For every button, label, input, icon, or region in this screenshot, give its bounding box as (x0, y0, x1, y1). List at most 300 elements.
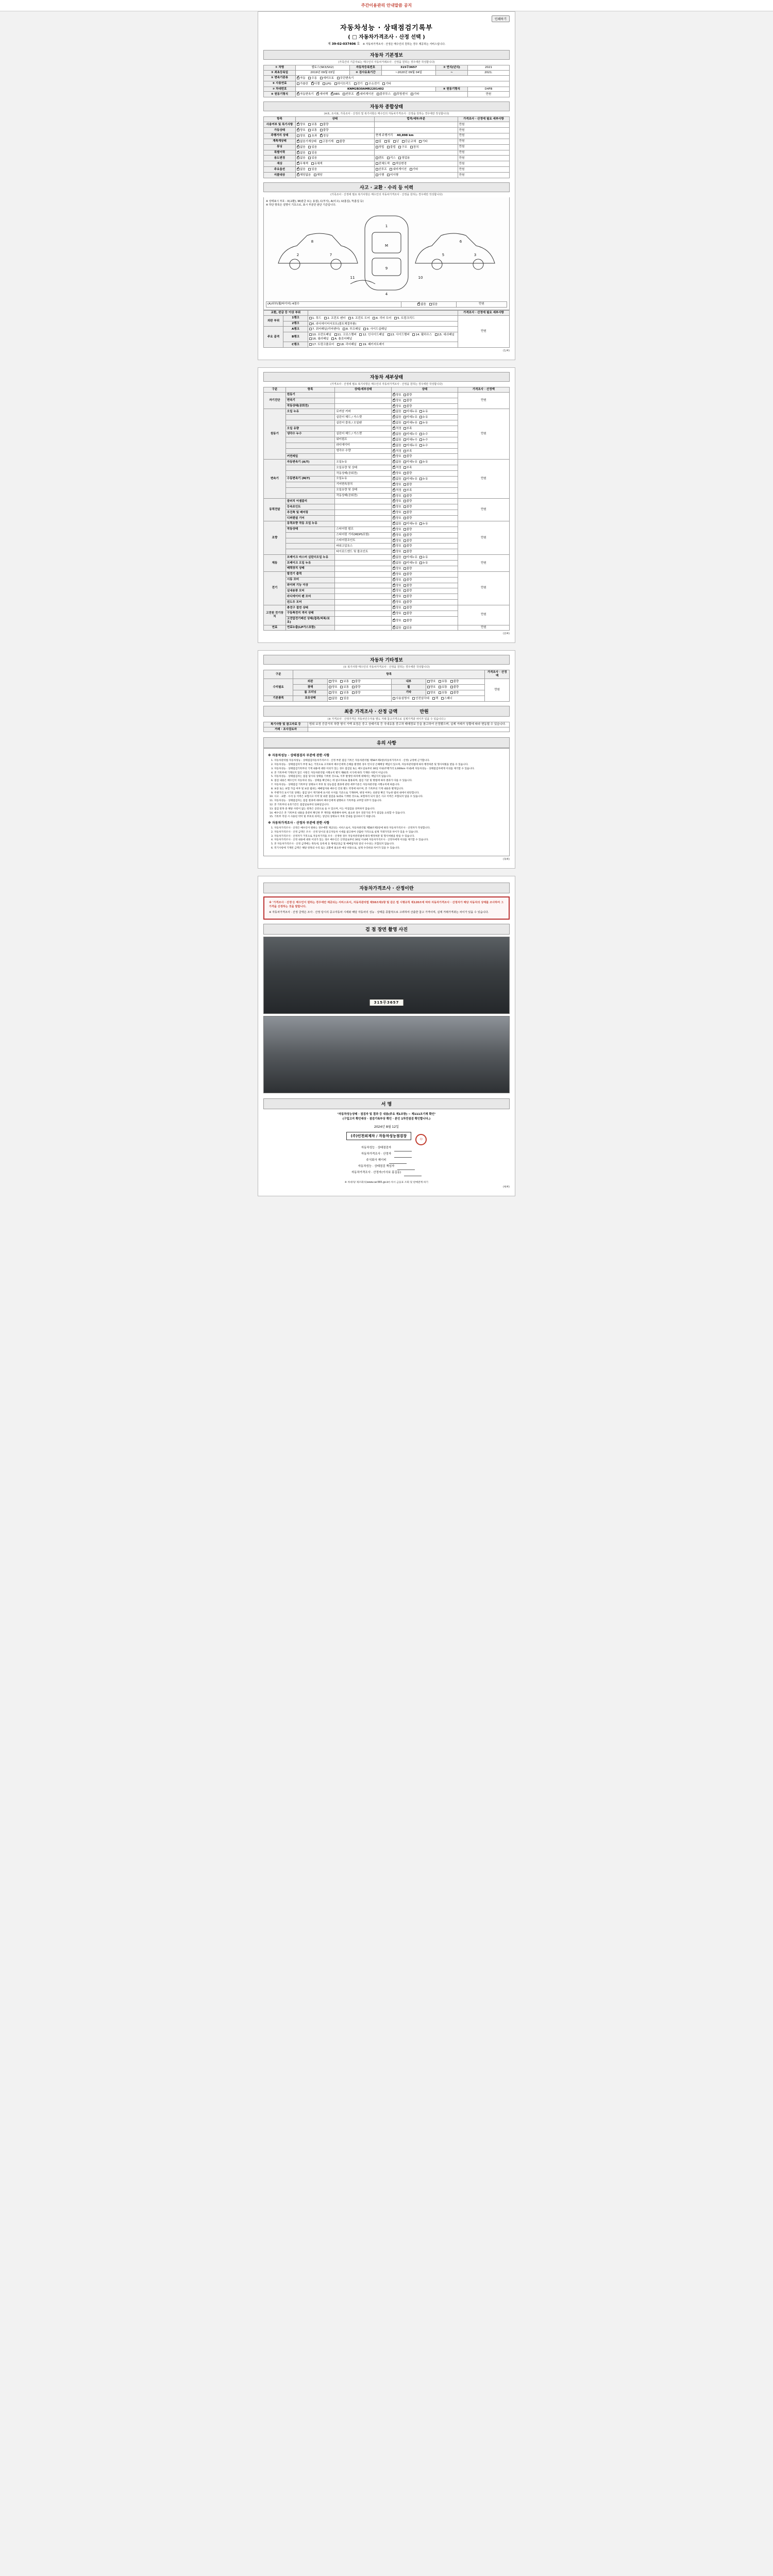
detail-item-options[interactable] (392, 521, 458, 527)
detail-item-options[interactable] (392, 504, 458, 510)
detail-item-options[interactable] (392, 398, 458, 403)
checkbox-icon[interactable] (308, 168, 311, 171)
detail-opt-누유[interactable]: 누유 (419, 522, 428, 526)
checkbox-icon[interactable] (404, 584, 406, 587)
detail-opt-불량[interactable]: 불량 (404, 533, 412, 537)
row-opts-color[interactable] (296, 161, 375, 167)
opt-good[interactable]: 양호 (329, 691, 338, 695)
detail-opt-없음[interactable]: ✔ 없음 (393, 626, 401, 630)
checkbox-icon[interactable] (376, 146, 378, 148)
opt-none[interactable]: ✔ 없음 (297, 151, 306, 155)
checkbox-icon[interactable] (308, 123, 311, 126)
detail-item-options[interactable] (392, 571, 458, 577)
checkbox-icon[interactable] (393, 405, 395, 408)
checkbox-icon[interactable] (393, 427, 395, 430)
detail-opt-불량[interactable]: 불량 (404, 511, 412, 515)
opt-na[interactable]: ✔ 해당없음 (297, 173, 311, 177)
opt-applicable[interactable]: 해당 (314, 173, 323, 177)
checkbox-icon[interactable] (334, 333, 337, 336)
opt-yes[interactable]: 있음 (308, 167, 317, 172)
rank-A-items[interactable] (308, 327, 458, 332)
kit-jack[interactable]: 잭 (432, 697, 438, 701)
detail-opt-불량[interactable]: 불량 (404, 528, 412, 532)
detail-item-options[interactable] (392, 555, 458, 561)
detail-opt-불량[interactable]: 불량 (404, 600, 412, 604)
color-change[interactable]: 색상변경 (393, 162, 407, 166)
checkbox-icon[interactable] (404, 405, 406, 408)
checkbox-icon[interactable] (393, 556, 395, 558)
row-opts-operation[interactable] (296, 128, 375, 133)
checkbox-icon[interactable] (393, 421, 395, 424)
frame-item-13[interactable]: 19. 패키지트레이 (359, 343, 384, 347)
checkbox-icon[interactable] (390, 168, 392, 171)
etc-opts2-1[interactable] (426, 685, 484, 690)
checkbox-icon[interactable] (404, 528, 406, 531)
detail-item-options[interactable] (392, 588, 458, 594)
checkbox-icon[interactable] (404, 466, 406, 469)
opt-over[interactable]: 초과 (308, 134, 317, 138)
checkbox-icon[interactable] (393, 697, 395, 700)
ext-item-1[interactable]: 2. 프런트 펜더 (324, 316, 345, 320)
checkbox-icon[interactable] (297, 151, 299, 154)
checkbox-icon[interactable] (404, 612, 406, 615)
detail-opt-양호[interactable]: ✔ 양호 (393, 533, 401, 537)
checkbox-icon[interactable] (320, 134, 323, 137)
checkbox-icon[interactable] (311, 162, 314, 165)
detail-opt-양호[interactable]: ✔ 양호 (393, 600, 401, 604)
detail-item-options[interactable] (392, 583, 458, 588)
detail-opt-누수[interactable]: 누수 (419, 432, 428, 436)
odo-extra-0[interactable]: 일 (376, 140, 381, 144)
checkbox-icon[interactable] (419, 461, 422, 463)
checkbox-icon[interactable] (387, 157, 390, 159)
detail-item-options[interactable] (392, 499, 458, 504)
transmission-opt-auto[interactable]: ✔ 자동 (297, 76, 306, 80)
detail-opt-양호[interactable]: ✔ 양호 (393, 550, 401, 554)
checkbox-icon[interactable] (404, 601, 406, 603)
checkbox-icon[interactable] (331, 93, 333, 95)
checkbox-icon[interactable] (393, 495, 395, 497)
checkbox-icon[interactable] (429, 303, 432, 306)
checkbox-icon[interactable] (343, 93, 345, 95)
fuel-opt-diesel[interactable]: ✔ 디젤 (311, 82, 320, 86)
detail-opt-없음[interactable]: ✔ 없음 (393, 415, 401, 419)
opt-yes[interactable]: 있음 (308, 156, 317, 160)
checkbox-icon[interactable] (384, 140, 387, 143)
opt-normal[interactable]: 보통 (340, 680, 349, 684)
checkbox-icon[interactable] (309, 323, 312, 325)
detail-opt-양호[interactable]: ✔ 양호 (393, 404, 401, 409)
checkbox-icon[interactable] (393, 455, 395, 457)
fuel-opt-hybrid[interactable]: 하이브리드 (334, 82, 351, 86)
opt-none[interactable]: ✔ 없음 (297, 167, 306, 172)
detail-opt-미세누유[interactable]: 미세누유 (404, 477, 417, 481)
checkbox-icon[interactable] (394, 317, 397, 319)
checkbox-icon[interactable] (376, 168, 378, 171)
checkbox-icon[interactable] (309, 317, 312, 319)
detail-item-options[interactable] (392, 611, 458, 616)
detail-opt-적정[interactable]: ✔ 적정 (393, 466, 401, 470)
detail-opt-있음[interactable]: 있음 (404, 626, 412, 630)
sign-field-4[interactable] (404, 1170, 422, 1176)
opt-none[interactable]: ✔ 없음 (417, 302, 426, 307)
checkbox-icon[interactable] (404, 421, 406, 424)
checkbox-icon[interactable] (404, 505, 406, 508)
checkbox-icon[interactable] (393, 394, 395, 396)
checkbox-icon[interactable] (419, 562, 422, 564)
detail-opt-누유[interactable]: 누유 (419, 421, 428, 425)
detail-opt-불량[interactable]: 불량 (404, 483, 412, 487)
checkbox-icon[interactable] (297, 129, 299, 131)
detail-item-options[interactable] (392, 493, 458, 499)
detail-item-options[interactable] (392, 403, 458, 409)
use-biz[interactable]: 영업용 (398, 156, 410, 160)
opt-yes[interactable]: 있음 (308, 151, 317, 155)
detail-item-options[interactable] (392, 420, 458, 426)
checkbox-icon[interactable] (404, 433, 406, 435)
checkbox-icon[interactable] (393, 567, 395, 570)
detail-opt-누수[interactable]: 누수 (419, 438, 428, 442)
opt-none[interactable]: 없음 (329, 697, 338, 701)
checkbox-icon[interactable] (324, 317, 327, 319)
detail-opt-미세누수[interactable]: 미세누수 (404, 432, 417, 436)
opt-achromatic[interactable]: ✔ 무채색 (297, 162, 308, 166)
use-rent[interactable]: 렌트 (376, 156, 384, 160)
detail-item-options[interactable] (392, 577, 458, 583)
checkbox-icon[interactable] (394, 93, 396, 95)
checkbox-icon[interactable] (393, 534, 395, 536)
checkbox-icon[interactable] (297, 174, 299, 176)
color-full[interactable]: 전체도색 (376, 162, 390, 166)
detail-opt-누유[interactable]: 누유 (419, 561, 428, 565)
opt-chromatic[interactable]: 유채색 (311, 162, 323, 166)
fuel-opt-other[interactable]: 기타 (382, 82, 391, 86)
checkbox-icon[interactable] (404, 495, 406, 497)
checkbox-icon[interactable] (297, 82, 299, 85)
checkbox-icon[interactable] (439, 686, 441, 688)
detail-opt-없음[interactable]: ✔ 없음 (393, 477, 401, 481)
opt-none[interactable]: ✔ 없음 (297, 145, 306, 149)
tuning-illegal[interactable]: 불법 (387, 145, 396, 149)
checkbox-icon[interactable] (404, 562, 406, 564)
checkbox-icon[interactable] (450, 691, 453, 694)
use-lease[interactable]: 리스 (387, 156, 396, 160)
checkbox-icon[interactable] (393, 511, 395, 514)
checkbox-icon[interactable] (427, 686, 430, 688)
checkbox-icon[interactable] (309, 337, 312, 340)
kit-spanner[interactable]: 스패너 (441, 697, 452, 701)
checkbox-icon[interactable] (393, 438, 395, 441)
checkbox-icon[interactable] (314, 174, 316, 176)
detail-item-options[interactable] (392, 471, 458, 477)
option-item-5[interactable]: 블루투스 (377, 92, 391, 96)
row-detail-recall[interactable] (374, 173, 458, 178)
detail-item-options[interactable] (392, 594, 458, 600)
checkbox-icon[interactable] (297, 146, 299, 148)
row-opts-tuning[interactable] (296, 144, 375, 150)
checkbox-icon[interactable] (439, 680, 441, 683)
mainopt-sunroof[interactable]: 선루프 (376, 167, 387, 172)
checkbox-icon[interactable] (404, 550, 406, 553)
detail-opt-적정[interactable]: ✔ 적정 (393, 449, 401, 453)
checkbox-icon[interactable] (404, 455, 406, 457)
fuel-opt-hydrogen[interactable]: 수소전기 (365, 82, 379, 86)
detail-opt-불량[interactable]: 불량 (404, 399, 412, 403)
checkbox-icon[interactable] (393, 500, 395, 502)
detail-item-options[interactable] (392, 532, 458, 538)
checkbox-icon[interactable] (393, 562, 395, 564)
detail-opt-불량[interactable]: 불량 (404, 404, 412, 409)
checkbox-icon[interactable] (404, 517, 406, 519)
opt-bad[interactable]: 불량 (320, 128, 329, 132)
opt-bad[interactable]: 불량 (450, 691, 459, 695)
fuel-opt-lpg[interactable]: LPG (323, 82, 331, 86)
detail-opt-양호[interactable]: ✔ 양호 (393, 544, 401, 548)
checkbox-icon[interactable] (393, 416, 395, 418)
checkbox-icon[interactable] (412, 333, 415, 336)
transmission-options[interactable] (296, 75, 510, 81)
detail-opt-적정[interactable]: ✔ 적정 (393, 488, 401, 493)
checkbox-icon[interactable] (404, 444, 406, 447)
checkbox-icon[interactable] (340, 680, 343, 683)
detail-item-options[interactable] (392, 527, 458, 532)
frame-item-9[interactable]: 16. 필러패널 (309, 337, 329, 341)
row-detail-odometer[interactable] (374, 139, 458, 144)
checkbox-icon[interactable] (393, 433, 395, 435)
kit-manual[interactable]: 사용설명서 (393, 697, 410, 701)
checkbox-icon[interactable] (419, 556, 422, 558)
opt-normal[interactable]: 보통 (439, 685, 447, 689)
detail-opt-불량[interactable]: 불량 (404, 584, 412, 588)
checkbox-icon[interactable] (419, 416, 422, 418)
checkbox-icon[interactable] (320, 140, 322, 143)
frame-item-8[interactable]: 15. 대쉬패널 (435, 333, 455, 337)
detail-opt-양호[interactable]: ✔ 양호 (393, 505, 401, 509)
option-item-6[interactable]: 후방센서 (394, 92, 408, 96)
opt-good[interactable]: 양호 (427, 680, 436, 684)
checkbox-icon[interactable] (340, 697, 343, 700)
checkbox-icon[interactable] (388, 333, 390, 336)
frame-item-3[interactable]: 10. 프런트패널 (309, 333, 331, 337)
checkbox-icon[interactable] (393, 489, 395, 492)
checkbox-icon[interactable] (376, 162, 378, 165)
checkbox-icon[interactable] (329, 686, 331, 688)
opt-none[interactable]: ✔ 없음 (297, 156, 306, 160)
detail-opt-불량[interactable]: 불량 (404, 499, 412, 503)
detail-opt-불량[interactable]: 불량 (404, 550, 412, 554)
detail-opt-누유[interactable]: 누유 (419, 555, 428, 560)
detail-item-options[interactable] (392, 415, 458, 420)
checkbox-icon[interactable] (404, 472, 406, 474)
detail-opt-불량[interactable]: 불량 (404, 544, 412, 548)
detail-opt-양호[interactable]: ✔ 양호 (393, 612, 401, 616)
detail-opt-부족[interactable]: 부족 (404, 427, 412, 431)
checkbox-icon[interactable] (376, 174, 378, 176)
rank-2-items[interactable] (308, 321, 458, 327)
detail-opt-없음[interactable]: ✔ 없음 (393, 438, 401, 442)
fuel-type-options[interactable] (296, 81, 510, 87)
opt-yes[interactable]: 있음 (308, 145, 317, 149)
detail-opt-양호[interactable]: ✔ 양호 (393, 494, 401, 498)
opt-bad[interactable]: 불량 (352, 680, 361, 684)
checkbox-icon[interactable] (410, 146, 413, 148)
checkbox-icon[interactable] (393, 461, 395, 463)
detail-opt-불량[interactable]: 불량 (404, 494, 412, 498)
checkbox-icon[interactable] (404, 522, 406, 525)
checkbox-icon[interactable] (404, 606, 406, 609)
opt-good[interactable]: 양호 (329, 680, 338, 684)
detail-opt-불량[interactable]: 불량 (404, 539, 412, 543)
checkbox-icon[interactable] (340, 686, 343, 688)
checkbox-icon[interactable] (352, 680, 355, 683)
frame-item-2[interactable]: 9. 사이드실패널 (363, 327, 386, 331)
checkbox-icon[interactable] (393, 606, 395, 609)
checkbox-icon[interactable] (359, 333, 362, 336)
checkbox-icon[interactable] (343, 328, 345, 330)
detail-opt-부족[interactable]: 부족 (404, 466, 412, 470)
checkbox-icon[interactable] (435, 333, 438, 336)
detail-opt-미세누유[interactable]: 미세누유 (404, 460, 417, 464)
detail-opt-불량[interactable]: 불량 (404, 612, 412, 616)
etc-opts-3[interactable] (328, 696, 392, 701)
checkbox-icon[interactable] (311, 82, 314, 85)
detail-opt-미세누유[interactable]: 미세누유 (404, 522, 417, 526)
checkbox-icon[interactable] (373, 317, 375, 319)
tuning-struct[interactable]: 구조 (398, 145, 407, 149)
detail-opt-없음[interactable]: ✔ 없음 (393, 555, 401, 560)
checkbox-icon[interactable] (404, 626, 406, 629)
checkbox-icon[interactable] (404, 410, 406, 413)
odo-extra-3[interactable]: 단순교체 (402, 140, 416, 144)
checkbox-icon[interactable] (393, 601, 395, 603)
checkbox-icon[interactable] (404, 500, 406, 502)
frame-item-1[interactable]: 8. 루프패널 (343, 327, 360, 331)
detail-opt-양호[interactable]: ✔ 양호 (393, 516, 401, 520)
opt-good[interactable]: 양호 (427, 685, 436, 689)
detail-opt-누유[interactable]: 누유 (419, 477, 428, 481)
detail-item-options[interactable] (392, 443, 458, 448)
checkbox-icon[interactable] (308, 146, 311, 148)
checkbox-icon[interactable] (419, 410, 422, 413)
frame-item-4[interactable]: 11. 크로스멤버 (334, 333, 357, 337)
detail-item-options[interactable] (392, 437, 458, 443)
transmission-opt-manual[interactable]: 수동 (308, 76, 317, 80)
detail-opt-부족[interactable]: 부족 (404, 488, 412, 493)
detail-opt-양호[interactable]: ✔ 양호 (393, 567, 401, 571)
checkbox-icon[interactable] (393, 399, 395, 402)
checkbox-icon[interactable] (393, 589, 395, 592)
opt-good[interactable]: 양호 (427, 691, 436, 695)
detail-opt-미세누유[interactable]: 미세누유 (404, 421, 417, 425)
ext-item-0[interactable]: 1. 후드 (309, 316, 322, 320)
opt-good[interactable]: 양호 (297, 134, 306, 138)
detail-item-options[interactable] (392, 487, 458, 493)
detail-opt-불량[interactable]: 불량 (404, 619, 412, 623)
rank-B-items[interactable] (308, 332, 458, 342)
opt-normal[interactable]: 보통 (308, 123, 317, 127)
checkbox-icon[interactable] (348, 317, 351, 319)
detail-item-options[interactable] (392, 544, 458, 549)
checkbox-icon[interactable] (404, 399, 406, 402)
checkbox-icon[interactable] (393, 450, 395, 452)
detail-opt-양호[interactable]: ✔ 양호 (393, 572, 401, 577)
checkbox-icon[interactable] (377, 93, 379, 95)
detail-opt-양호[interactable]: ✔ 양호 (393, 511, 401, 515)
row-opts-mileage[interactable] (296, 133, 375, 139)
option-item-3[interactable]: 썬루프 (343, 92, 354, 96)
checkbox-icon[interactable] (404, 556, 406, 558)
odo-extra-2[interactable]: 년 (393, 140, 399, 144)
checkbox-icon[interactable] (297, 140, 299, 143)
detail-opt-양호[interactable]: ✔ 양호 (393, 578, 401, 582)
kit-triangle[interactable]: 안전삼각대 (412, 697, 429, 701)
checkbox-icon[interactable] (323, 82, 325, 85)
opt-normal[interactable]: 보통 (340, 691, 349, 695)
detail-opt-양호[interactable]: ✔ 양호 (393, 606, 401, 610)
option-item-4[interactable]: ✔ 네비게이션 (357, 92, 374, 96)
detail-opt-없음[interactable]: ✔ 없음 (393, 522, 401, 526)
frame-item-0[interactable]: 7. 쿼터패널(리어펜더) (309, 327, 340, 331)
frame-item-7[interactable]: 14. 휠하우스 (412, 333, 432, 337)
checkbox-icon[interactable] (309, 343, 312, 346)
checkbox-icon[interactable] (404, 438, 406, 441)
detail-opt-불량[interactable]: 불량 (404, 578, 412, 582)
opt-bad[interactable]: 불량 (352, 685, 361, 689)
opt-bad[interactable]: 불량 (450, 680, 459, 684)
detail-opt-불량[interactable]: 불량 (404, 595, 412, 599)
etc-opts2-2[interactable] (426, 690, 484, 696)
checkbox-icon[interactable] (411, 93, 413, 95)
row-opts-usage[interactable] (296, 122, 375, 128)
opt-yes[interactable]: 있음 (429, 302, 438, 307)
checkbox-icon[interactable] (404, 619, 406, 622)
row-opts-mainopt[interactable] (296, 167, 375, 173)
sign-field-0[interactable] (394, 1145, 412, 1151)
rank-C-items[interactable] (308, 342, 458, 348)
checkbox-icon[interactable] (393, 550, 395, 553)
checkbox-icon[interactable] (365, 82, 368, 85)
opt-bad[interactable]: 불량 (337, 140, 345, 144)
detail-item-options[interactable] (392, 431, 458, 437)
detail-opt-불량[interactable]: 불량 (404, 572, 412, 577)
sign-field-1[interactable] (394, 1151, 412, 1158)
accident-summary-opts[interactable] (401, 301, 456, 307)
opt-yes[interactable]: 있음 (340, 697, 349, 701)
checkbox-icon[interactable] (404, 589, 406, 592)
checkbox-icon[interactable] (329, 697, 331, 700)
detail-opt-미세누유[interactable]: 미세누유 (404, 561, 417, 565)
checkbox-icon[interactable] (404, 478, 406, 480)
checkbox-icon[interactable] (404, 511, 406, 514)
checkbox-icon[interactable] (297, 77, 299, 79)
detail-item-options[interactable] (392, 454, 458, 460)
checkbox-icon[interactable] (398, 146, 401, 148)
etc-opts2-0[interactable] (426, 679, 484, 685)
checkbox-icon[interactable] (393, 522, 395, 525)
detail-opt-미세누유[interactable]: 미세누유 (404, 555, 417, 560)
detail-opt-미세누수[interactable]: 미세누수 (404, 444, 417, 448)
detail-opt-양호[interactable]: ✔ 양호 (393, 399, 401, 403)
ext-item-4[interactable]: 5. 트렁크리드 (394, 316, 415, 320)
checkbox-icon[interactable] (393, 539, 395, 542)
odo-extra-1[interactable]: 월 (384, 140, 390, 144)
row-opts-recall[interactable] (296, 173, 375, 178)
checkbox-icon[interactable] (297, 123, 299, 126)
checkbox-icon[interactable] (354, 82, 357, 85)
fuel-opt-ev[interactable]: 전기 (354, 82, 363, 86)
checkbox-icon[interactable] (393, 584, 395, 587)
detail-item-options[interactable] (392, 426, 458, 432)
